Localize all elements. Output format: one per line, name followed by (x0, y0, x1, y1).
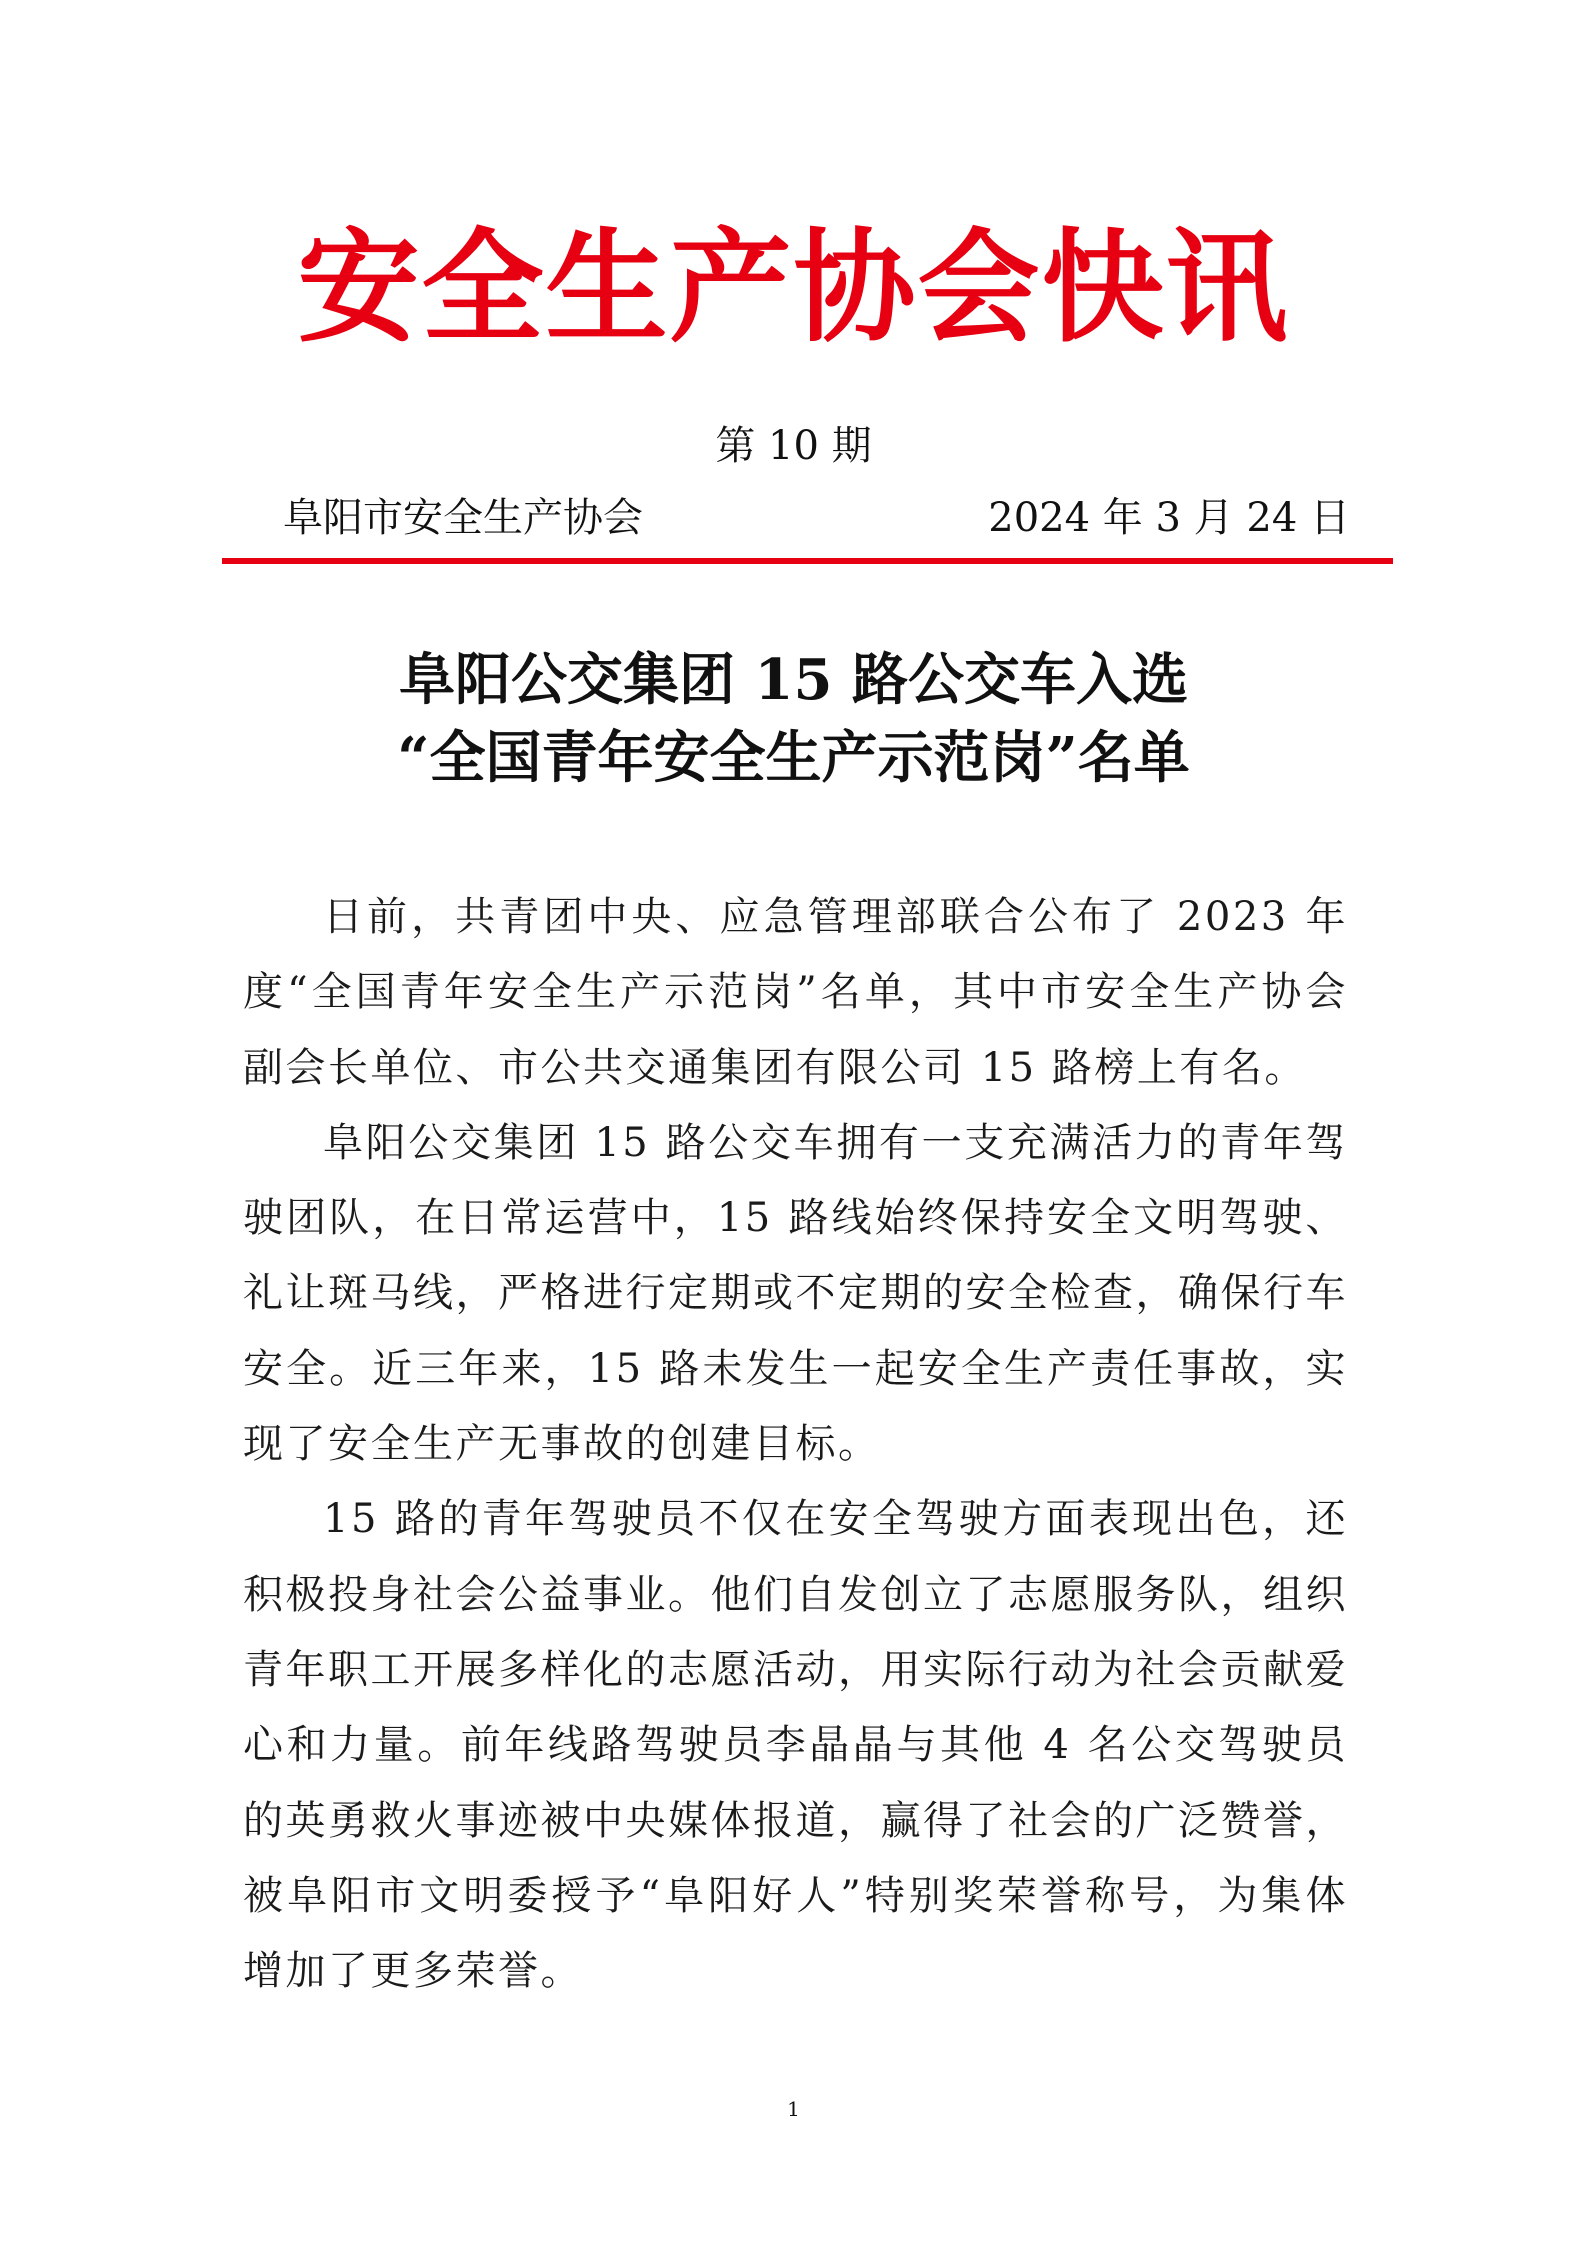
article-paragraph: 阜阳公交集团 15 路公交车拥有一支充满活力的青年驾驶团队，在日常运营中，15 路线始终保持安全文明驾驶、礼让斑马线，严格进行定期或不定期的安全检查，确保行车安全。近三年来，15 路未发生一起安全生产责任事故，实现了安全生产无事故的创建目标。 (243, 1119, 1348, 1468)
article-headline-line-1: 阜阳公交集团 15 路公交车入选 (399, 647, 1188, 713)
article-paragraph: 日前，共青团中央、应急管理部联合公布了 2023 年度“全国青年安全生产示范岗”名单，其中市安全生产协会副会长单位、市公共交通集团有限公司 15 路榜上有名。 (243, 894, 1348, 1091)
page-number: 1 (787, 2097, 800, 2121)
issue-number: 第 10 期 (715, 423, 872, 469)
article-paragraph: 15 路的青年驾驶员不仅在安全驾驶方面表现出色，还积极投身社会公益事业。他们自发创立了志愿服务队，组织青年职工开展多样化的志愿活动，用实际行动为社会贡献爱心和力量。前年线路驾驶员李晶晶与其他 4 名公交驾驶员的英勇救火事迹被中央媒体报道，赢得了社会的广泛赞誉，被阜阳市文明委授予“阜阳好人”特别奖荣誉称号，为集体增加了更多荣誉。 (243, 1496, 1348, 1995)
newsletter-title: 安全生产协会快讯 (297, 217, 1290, 359)
issuer-name: 阜阳市安全生产协会 (283, 495, 643, 541)
article-headline-line-2: “全国青年安全生产示范岗”名单 (397, 725, 1190, 791)
red-divider (222, 558, 1393, 564)
article-body (243, 880, 1348, 2009)
issue-date: 2024 年 3 月 24 日 (988, 495, 1350, 541)
